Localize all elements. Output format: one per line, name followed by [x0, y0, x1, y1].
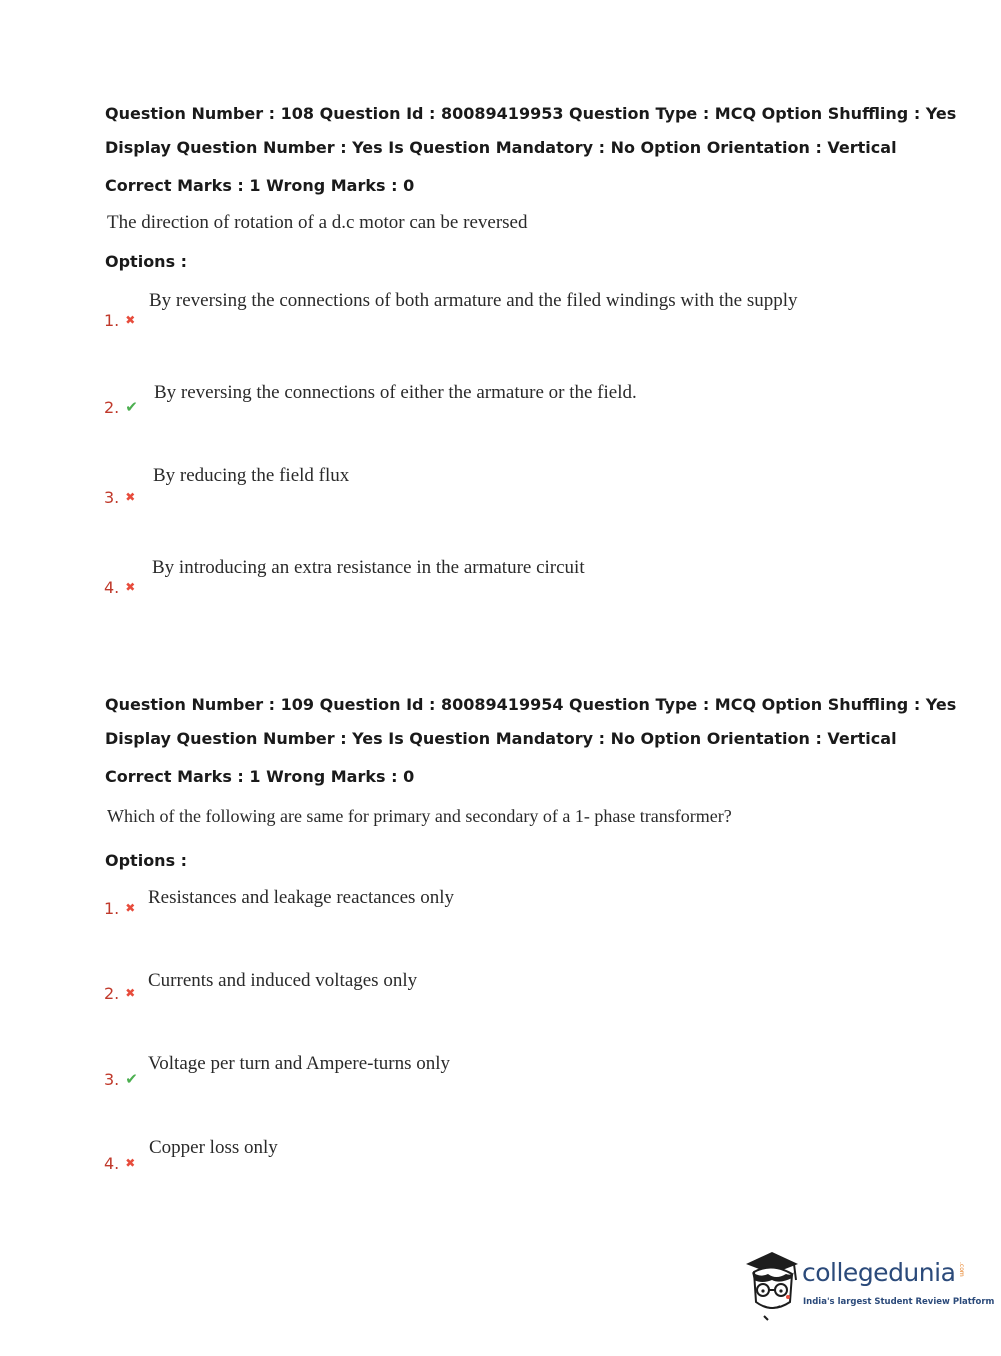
- wrong-mark-icon: ✖: [125, 986, 136, 1000]
- question-meta-line1: Question Number : 108 Question Id : 80089419953 Question Type : MCQ Option Shuffling : Yes: [105, 104, 957, 123]
- logo-dotcom: .com: [958, 1262, 965, 1277]
- option-text: By reversing the connections of both armature and the filed windings with the supply: [149, 290, 798, 311]
- option-number: 1. ✖: [104, 311, 136, 330]
- wrong-mark-icon: ✖: [125, 901, 136, 915]
- wrong-mark-icon: ✖: [125, 490, 136, 504]
- option-number: 1. ✖: [104, 899, 136, 918]
- option-text: Copper loss only: [149, 1137, 278, 1158]
- option-text: By introducing an extra resistance in the armature circuit: [152, 557, 585, 578]
- question-meta-line1: Question Number : 109 Question Id : 80089419954 Question Type : MCQ Option Shuffling : Yes: [105, 695, 957, 714]
- question-text: Which of the following are same for primary and secondary of a 1- phase transformer?: [107, 806, 732, 826]
- options-label: Options :: [105, 252, 188, 271]
- option-number: 3. ✔: [104, 1070, 138, 1089]
- option-number: 2. ✔: [104, 398, 138, 417]
- option-number: 4. ✖: [104, 578, 136, 597]
- logo-wordmark: collegedunia: [802, 1258, 956, 1287]
- correct-check-icon: ✔: [125, 1070, 138, 1088]
- option-number: 3. ✖: [104, 488, 136, 507]
- option-text: Voltage per turn and Ampere-turns only: [148, 1053, 450, 1074]
- wrong-mark-icon: ✖: [125, 1156, 136, 1170]
- collegedunia-logo: [742, 1250, 995, 1322]
- correct-check-icon: ✔: [125, 398, 138, 416]
- option-text: By reducing the field flux: [153, 465, 350, 486]
- wrong-mark-icon: ✖: [125, 313, 136, 327]
- question-marks: Correct Marks : 1 Wrong Marks : 0: [105, 176, 415, 195]
- option-number: 2. ✖: [104, 984, 136, 1003]
- student-mascot-icon: [742, 1250, 804, 1322]
- logo-tagline: India's largest Student Review Platform: [803, 1297, 995, 1307]
- option-number: 4. ✖: [104, 1154, 136, 1173]
- option-text: Resistances and leakage reactances only: [148, 887, 454, 908]
- question-meta-line2: Display Question Number : Yes Is Question Mandatory : No Option Orientation : Vertical: [105, 138, 897, 157]
- option-text: By reversing the connections of either the armature or the field.: [154, 382, 637, 403]
- question-marks: Correct Marks : 1 Wrong Marks : 0: [105, 767, 415, 786]
- wrong-mark-icon: ✖: [125, 580, 136, 594]
- options-label: Options :: [105, 851, 188, 870]
- question-text: The direction of rotation of a d.c motor can be reversed: [107, 212, 528, 233]
- option-text: Currents and induced voltages only: [148, 970, 418, 991]
- question-meta-line2: Display Question Number : Yes Is Question Mandatory : No Option Orientation : Vertical: [105, 729, 897, 748]
